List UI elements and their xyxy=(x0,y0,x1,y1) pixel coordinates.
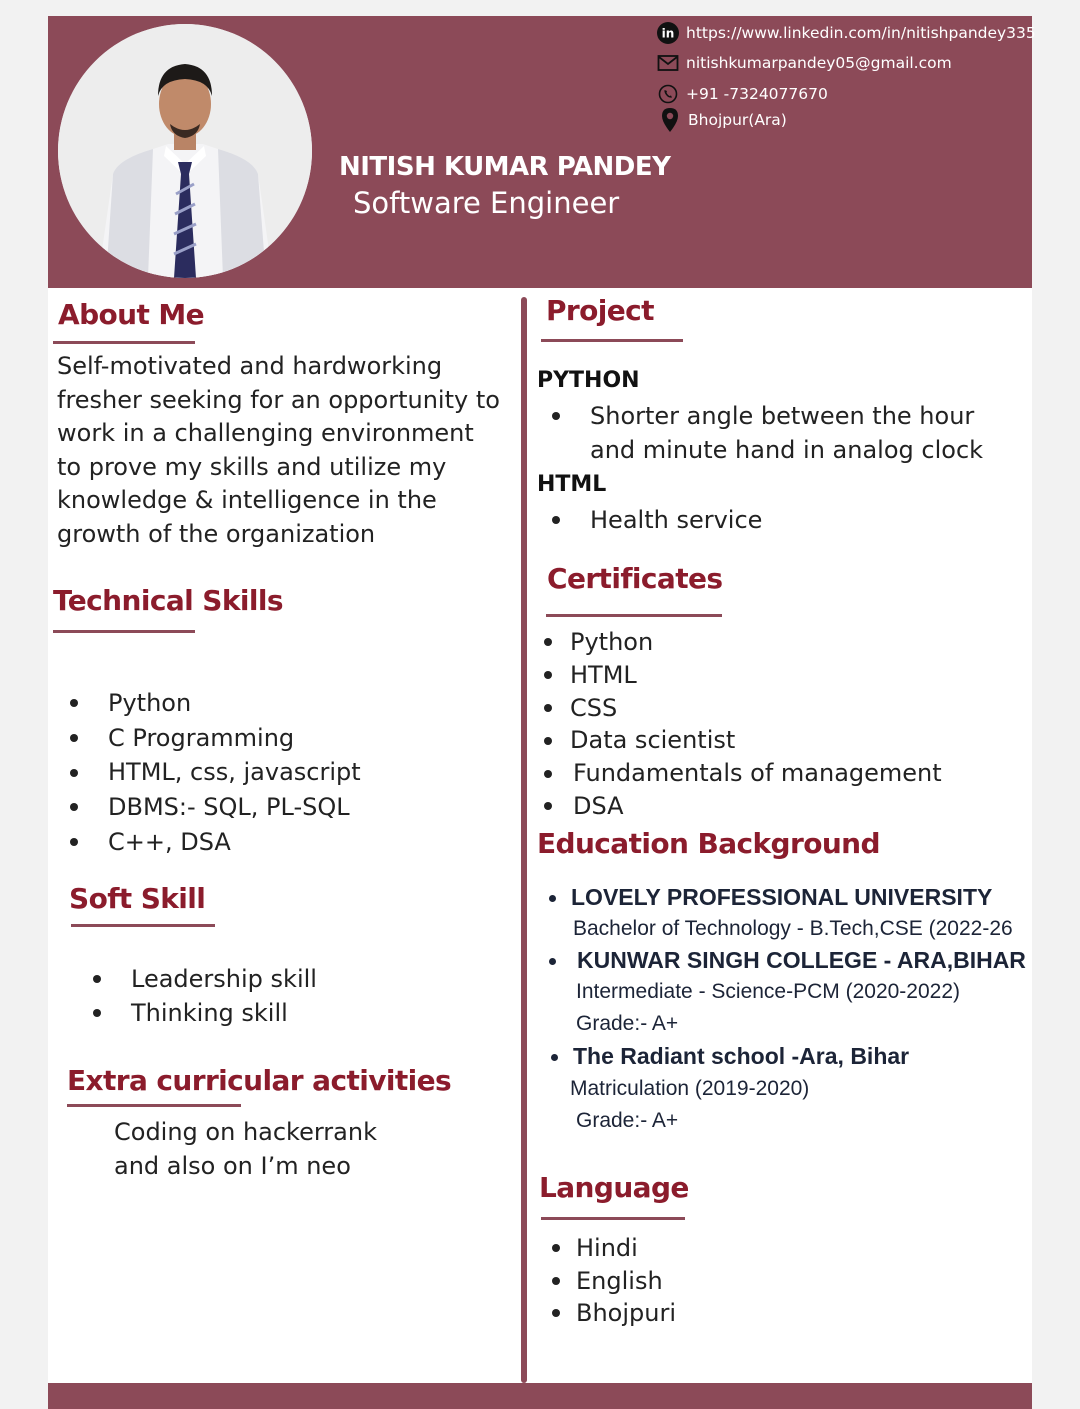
project-html-heading: HTML xyxy=(537,472,607,497)
extra-curricular-underline xyxy=(67,1104,241,1107)
avatar xyxy=(58,24,312,278)
linkedin-contact[interactable] xyxy=(656,20,1036,46)
list-item: Fundamentals of management xyxy=(541,757,942,790)
language-list xyxy=(549,1232,676,1330)
about-line: knowledge & intelligence in the xyxy=(57,486,437,514)
profile-photo xyxy=(58,24,312,278)
certificates-list xyxy=(541,626,942,823)
list-item: English xyxy=(549,1265,676,1298)
soft-skill-title: Soft Skill xyxy=(69,882,206,915)
location-pin-icon xyxy=(658,108,682,132)
project-underline xyxy=(541,339,683,342)
education-name: The Radiant school -Ara, Bihar xyxy=(573,1043,910,1069)
soft-skill-list xyxy=(90,962,317,1030)
certificates-title: Certificates xyxy=(547,562,723,595)
technical-skills-underline xyxy=(53,630,195,633)
education-detail: Bachelor of Technology - B.Tech,CSE (2022-26 xyxy=(573,917,1013,940)
project-python-heading: PYTHON xyxy=(537,368,640,393)
list-item: C Programming xyxy=(67,721,361,756)
list-item: HTML xyxy=(541,659,942,692)
language-title: Language xyxy=(539,1171,689,1204)
list-item: Hindi xyxy=(549,1232,676,1265)
footer-bar xyxy=(48,1383,1032,1409)
about-title: About Me xyxy=(58,298,205,331)
education-detail: Grade:- A+ xyxy=(576,1012,679,1035)
about-underline xyxy=(53,341,195,344)
about-line: growth of the organization xyxy=(57,519,376,548)
list-item: C++, DSA xyxy=(67,825,361,860)
location-contact xyxy=(658,107,787,133)
about-line: Self-motivated and hardworking xyxy=(57,352,443,380)
technical-skills-list xyxy=(67,686,361,860)
extra-line: and also on I’m neo xyxy=(114,1152,351,1180)
list-item: Thinking skill xyxy=(90,996,317,1030)
list-item: HTML, css, javascript xyxy=(67,755,361,790)
language-underline xyxy=(541,1217,685,1220)
list-item: Bhojpuri xyxy=(549,1297,676,1330)
about-line: work in a challenging environment xyxy=(57,419,474,447)
column-divider xyxy=(521,297,527,1383)
bullet-dot xyxy=(551,1054,558,1061)
phone-number[interactable]: +91 -7324077670 xyxy=(686,85,828,103)
phone-contact[interactable] xyxy=(656,81,828,107)
list-item: Health service xyxy=(549,503,762,537)
list-item: DBMS:- SQL, PL-SQL xyxy=(67,790,361,825)
phone-icon xyxy=(656,82,680,106)
project-python-list xyxy=(549,399,983,467)
list-item: CSS xyxy=(541,692,942,725)
education-title: Education Background xyxy=(537,827,880,860)
education-detail: Matriculation (2019-2020) xyxy=(570,1077,810,1100)
list-item: Shorter angle between the hour xyxy=(549,399,983,433)
location-text: Bhojpur(Ara) xyxy=(688,111,787,129)
technical-skills-title: Technical Skills xyxy=(53,584,283,617)
list-item: Data scientist xyxy=(541,724,942,757)
list-item: and minute hand in analog clock xyxy=(590,436,984,464)
candidate-name: NITISH KUMAR PANDEY xyxy=(339,152,671,182)
education-name: KUNWAR SINGH COLLEGE - ARA,BIHAR xyxy=(577,947,1026,973)
extra-line: Coding on hackerrank xyxy=(114,1118,377,1146)
linkedin-url[interactable]: https://www.linkedin.com/in/nitishpandey335 xyxy=(686,24,1036,42)
list-item: DSA xyxy=(541,790,942,823)
soft-skill-underline xyxy=(71,924,215,927)
about-line: fresher seeking for an opportunity to xyxy=(57,385,500,414)
about-line: to prove my skills and utilize my xyxy=(57,452,447,481)
list-item: Python xyxy=(541,626,942,659)
linkedin-icon xyxy=(656,21,680,45)
project-html-list xyxy=(549,503,762,537)
certificates-underline xyxy=(546,614,722,617)
bullet-dot xyxy=(549,895,556,902)
bullet-dot xyxy=(549,958,556,965)
extra-curricular-title: Extra curricular activities xyxy=(67,1064,452,1097)
project-title: Project xyxy=(546,294,654,327)
job-title: Software Engineer xyxy=(353,186,620,220)
education-detail: Grade:- A+ xyxy=(576,1109,679,1132)
list-item: Leadership skill xyxy=(90,962,317,996)
education-name: LOVELY PROFESSIONAL UNIVERSITY xyxy=(571,884,993,910)
mail-icon xyxy=(656,51,680,75)
about-text xyxy=(57,350,500,551)
list-item: Python xyxy=(67,686,361,721)
extra-curricular-text xyxy=(114,1115,377,1183)
education-detail: Intermediate - Science-PCM (2020-2022) xyxy=(576,980,961,1003)
svg-text:in: in xyxy=(661,26,675,41)
email-address[interactable]: nitishkumarpandey05@gmail.com xyxy=(686,54,952,72)
email-contact[interactable] xyxy=(656,50,952,76)
